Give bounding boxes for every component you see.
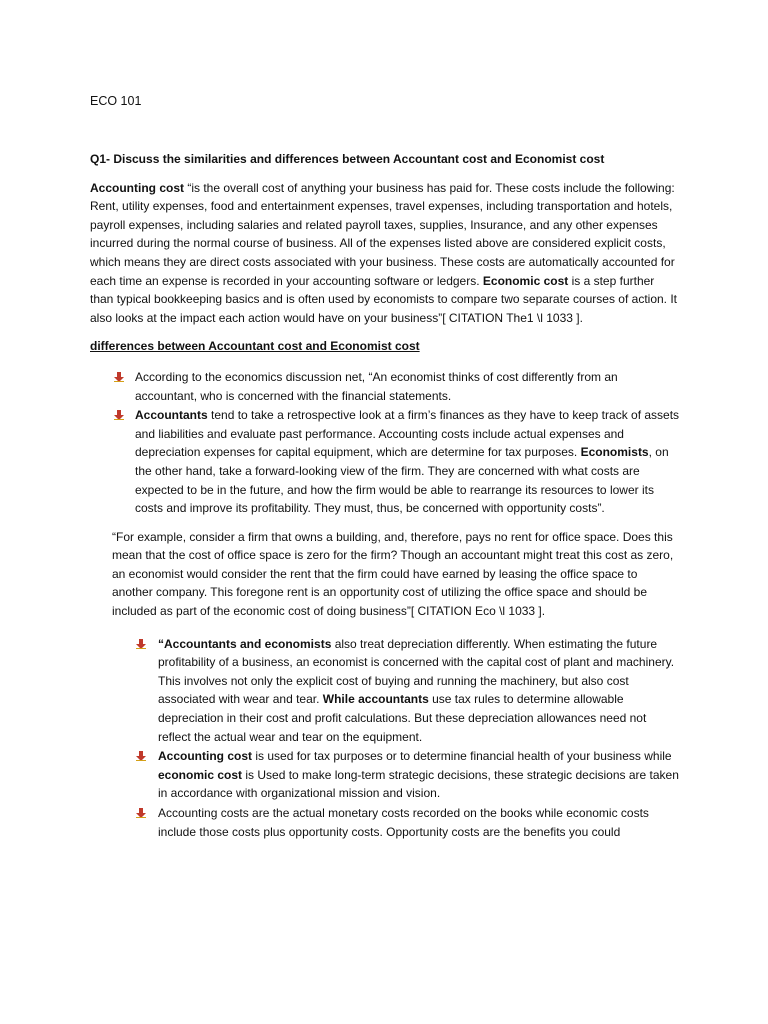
term-accounting-cost-2: Accounting cost: [158, 749, 253, 764]
arrow-bullet-icon: [136, 639, 146, 649]
intro-text-2: is a step further than typical bookkeeping basics and is often used by economists to compare two separate courses of action. It also looks at the impact each action would have on your business”[ CITATION The1 \l 1033 ].: [90, 273, 677, 325]
bullet-text: use tax rules to determine allowable depreciation in their cost and profit calculations. But these depreciation allowances need not reflect the actual wear and tear on the equipment.: [158, 692, 647, 744]
bullet-text: Accounting costs are the actual monetary costs recorded on the books while economic costs include those costs plus opportunity costs. Opportunity costs are the benefits you could: [158, 806, 649, 839]
bullet-list-1: [90, 368, 680, 518]
list-item: [90, 406, 680, 518]
bullet-text: is used for tax purposes or to determine financial health of your business while: [252, 749, 672, 764]
intro-paragraph: [90, 179, 680, 328]
arrow-bullet-icon: [114, 372, 124, 382]
course-code: ECO 101: [90, 94, 142, 108]
bullet-list-2: [90, 635, 680, 842]
bullet-text: tend to take a retrospective look at a firm’s finances as they have to keep track of assets and liabilities and evaluate past performance. Accounting costs include actual expenses and depreciation expenses for capital equipment, which are determine for tax purposes.: [135, 408, 680, 460]
term-accounting-cost: Accounting cost: [90, 180, 185, 195]
list-item: [90, 635, 680, 747]
term-accountants: Accountants: [135, 408, 208, 423]
bullet-text: is Used to make long-term strategic decisions, these strategic decisions are taken in accordance with organizational mission and vision.: [158, 767, 679, 801]
example-paragraph: “For example, consider a firm that owns a building, and, therefore, pays no rent for office space. Does this mean that the cost of office space is zero for the firm? Though an accountant might treat this cost as zero, an economist would consider the rent that the firm could have earned by leasing the office space to another company. This foregone rent is an opportunity cost of utilizing the office space and should be included as part of the economic cost of doing business”[ CITATION Eco \l 1033 ].: [112, 529, 674, 619]
bullet-text: also treat depreciation differently. When estimating the future profitability of a business, an economist is concerned with the capital cost of plant and machinery. This involves not only the explicit cost of buying and running the machinery, but also cost associated with wear and tear.: [158, 636, 675, 707]
document-body: [90, 150, 680, 851]
term-economists: Economists: [580, 445, 649, 460]
term-economic-cost: Economic cost: [482, 273, 569, 288]
term-while-accountants: While accountants: [322, 692, 429, 707]
list-item: [90, 368, 680, 405]
bullet-text: According to the economics discussion net, “An economist thinks of cost differently from an accountant, who is concerned with the financial statements.: [135, 369, 618, 403]
section-heading: differences between Accountant cost and Economist cost: [90, 339, 420, 354]
list-item: [90, 747, 680, 803]
arrow-bullet-icon: [114, 410, 124, 420]
intro-text-1: “is the overall cost of anything your business has paid for. These costs include the following: Rent, utility expenses, food and entertainment expenses, travel expenses, including transportation and hotels, payroll expenses, including salaries and related payroll taxes, supplies, Insurance, and any other expenses incurred during the normal course of business. All of the expenses listed above are considered explicit costs, which means they are direct costs associated with your business. These costs are automatically accounted for each time an expense is recorded in your accounting software or ledgers.: [90, 180, 675, 288]
arrow-bullet-icon: [136, 751, 146, 761]
term-accountants-economists: “Accountants and economists: [158, 636, 332, 651]
bullet-text: , on the other hand, take a forward-looking view of the firm. They are concerned with what costs are expected to be in the future, and how the firm would be able to rearrange its resources to lower its costs and improve its profitability. They must, thus, be concerned with opportunity costs”.: [135, 445, 669, 516]
question-title: Q1- Discuss the similarities and differences between Accountant cost and Economist cost: [90, 152, 605, 166]
term-economic-cost-2: economic cost: [158, 767, 243, 782]
list-item: [90, 804, 680, 841]
arrow-bullet-icon: [136, 808, 146, 818]
